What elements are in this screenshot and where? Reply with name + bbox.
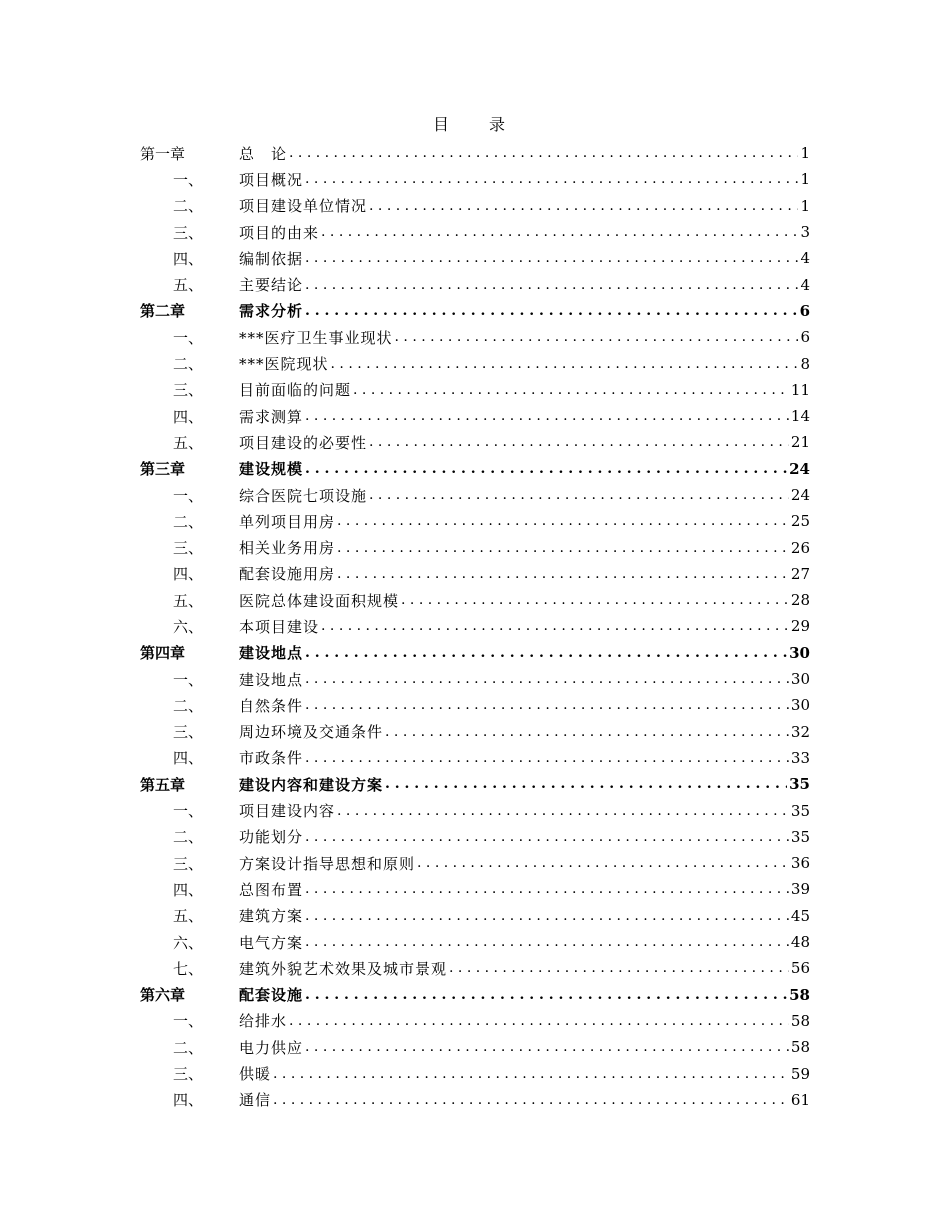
toc-entry-page-number: 30	[790, 670, 810, 689]
toc-entry-title: 建设地点	[239, 644, 304, 663]
toc-chapter-entry[interactable]	[140, 640, 810, 666]
toc-dot-leader	[273, 1066, 789, 1082]
toc-entry-number: 六、	[173, 617, 204, 636]
toc-section-entry[interactable]	[140, 850, 810, 876]
toc-dot-leader	[321, 618, 789, 634]
toc-entry-page-number: 61	[790, 1090, 810, 1109]
toc-section-entry[interactable]	[140, 403, 810, 429]
toc-dot-leader	[305, 250, 798, 266]
toc-dot-leader	[385, 776, 787, 792]
toc-entry-number: 二、	[173, 1038, 204, 1057]
toc-section-entry[interactable]	[140, 324, 810, 350]
toc-entry-number: 一、	[173, 802, 204, 821]
toc-entry-page-number: 6	[800, 328, 810, 347]
toc-section-entry[interactable]	[140, 745, 810, 771]
toc-entry-number: 三、	[173, 854, 204, 873]
toc-entry-page-number: 36	[790, 854, 810, 873]
toc-entry-page-number: 30	[790, 696, 810, 715]
toc-entry-number: 一、	[173, 1012, 204, 1031]
toc-entry-title: 配套设施	[239, 986, 304, 1005]
toc-entry-title: 项目概况	[239, 170, 304, 189]
toc-entry-number: 五、	[173, 591, 204, 610]
toc-entry-page-number: 39	[790, 880, 810, 899]
toc-dot-leader	[305, 171, 798, 187]
toc-entry-number: 五、	[173, 907, 204, 926]
toc-dot-leader	[369, 198, 798, 214]
toc-entry-page-number: 28	[790, 591, 810, 610]
toc-entry-title: ***医疗卫生事业现状	[239, 328, 393, 347]
toc-entry-page-number: 1	[800, 196, 810, 215]
toc-entry-title: 自然条件	[239, 696, 304, 715]
toc-section-entry[interactable]	[140, 1060, 810, 1086]
toc-entry-number: 四、	[173, 1091, 204, 1110]
toc-entry-title: 单列项目用房	[239, 512, 336, 531]
toc-chapter-entry[interactable]	[140, 982, 810, 1008]
toc-dot-leader	[305, 303, 798, 319]
toc-entry-page-number: 24	[790, 486, 810, 504]
toc-dot-leader	[401, 592, 789, 608]
toc-dot-leader	[321, 224, 798, 240]
toc-dot-leader	[449, 960, 789, 976]
toc-entry-page-number: 1	[800, 170, 810, 189]
toc-dot-leader	[305, 461, 787, 477]
toc-entry-number: 二、	[173, 512, 204, 531]
toc-chapter-entry[interactable]	[140, 771, 810, 797]
toc-section-entry[interactable]	[140, 482, 810, 508]
toc-entry-number: 第四章	[140, 644, 186, 663]
toc-chapter-entry[interactable]	[140, 298, 810, 324]
toc-entry-title: 编制依据	[239, 249, 304, 268]
toc-entry-number: 第六章	[140, 986, 186, 1005]
toc-entry-title: 建设内容和建设方案	[239, 775, 384, 794]
toc-entry-title: 市政条件	[239, 749, 304, 768]
toc-entry-page-number: 21	[790, 433, 810, 452]
toc-dot-leader	[331, 356, 799, 372]
toc-section-entry[interactable]	[140, 929, 810, 955]
toc-entry-page-number: 59	[790, 1064, 810, 1083]
toc-dot-leader	[305, 750, 789, 766]
toc-entry-title: 总图布置	[239, 880, 304, 899]
toc-entry-number: 三、	[173, 223, 204, 242]
toc-entry-page-number: 58	[790, 1038, 810, 1057]
toc-section-entry[interactable]	[140, 429, 810, 455]
toc-entry-number: 二、	[173, 696, 204, 715]
toc-section-entry[interactable]	[140, 534, 810, 560]
toc-section-entry[interactable]	[140, 719, 810, 745]
toc-entry-title: 项目建设的必要性	[239, 433, 368, 452]
toc-section-entry[interactable]	[140, 1034, 810, 1060]
toc-chapter-entry[interactable]	[140, 140, 810, 166]
toc-entry-page-number: 26	[790, 538, 810, 557]
toc-entry-page-number: 1	[800, 144, 810, 163]
toc-section-entry[interactable]	[140, 508, 810, 534]
toc-section-entry[interactable]	[140, 903, 810, 929]
toc-entry-title: 功能划分	[239, 828, 304, 847]
toc-entry-title: 项目的由来	[239, 223, 320, 242]
toc-section-entry[interactable]	[140, 692, 810, 718]
toc-entry-number: 三、	[173, 1065, 204, 1084]
toc-entry-page-number: 32	[790, 722, 810, 741]
toc-section-entry[interactable]	[140, 271, 810, 297]
toc-entry-title: 建设规模	[239, 460, 304, 479]
toc-dot-leader	[305, 671, 789, 687]
toc-section-entry[interactable]	[140, 561, 810, 587]
toc-dot-leader	[305, 408, 789, 424]
toc-entry-number: 二、	[173, 828, 204, 847]
toc-entry-number: 六、	[173, 933, 204, 952]
toc-entry-title: 主要结论	[239, 276, 304, 295]
toc-entry-page-number: 35	[790, 827, 810, 846]
toc-entry-page-number: 45	[790, 906, 810, 925]
toc-entry-number: 三、	[173, 723, 204, 742]
toc-entry-title: 总 论	[239, 144, 288, 163]
toc-entry-page-number: 35	[789, 775, 810, 794]
toc-entry-title: 需求测算	[239, 407, 304, 426]
toc-entry-number: 第三章	[140, 460, 186, 479]
toc-section-entry[interactable]	[140, 350, 810, 376]
toc-entry-page-number: 48	[790, 933, 810, 952]
toc-title: 目 录	[432, 115, 517, 134]
toc-entry-number: 七、	[173, 959, 204, 978]
toc-entry-page-number: 8	[800, 354, 810, 373]
toc-dot-leader	[305, 1039, 789, 1055]
toc-entry-page-number: 14	[790, 407, 810, 426]
toc-entry-title: 给排水	[239, 1012, 288, 1031]
toc-section-entry[interactable]	[140, 876, 810, 902]
toc-section-entry[interactable]	[140, 219, 810, 245]
toc-section-entry[interactable]	[140, 377, 810, 403]
toc-section-entry[interactable]	[140, 666, 810, 692]
toc-entry-number: 一、	[173, 486, 204, 505]
toc-entry-number: 第二章	[140, 302, 186, 321]
toc-entry-title: 建设地点	[239, 670, 304, 689]
table-of-contents	[140, 140, 810, 1113]
toc-dot-leader	[337, 513, 789, 529]
toc-dot-leader	[395, 329, 799, 345]
toc-entry-page-number: 30	[789, 643, 810, 662]
toc-dot-leader	[273, 1092, 789, 1108]
toc-entry-number: 五、	[173, 433, 204, 452]
toc-dot-leader	[369, 434, 789, 450]
toc-dot-leader	[337, 566, 789, 582]
toc-entry-title: 电力供应	[239, 1038, 304, 1057]
toc-dot-leader	[417, 855, 789, 871]
toc-entry-page-number: 3	[800, 223, 810, 242]
toc-section-entry[interactable]	[140, 245, 810, 271]
toc-entry-number: 一、	[173, 328, 204, 347]
toc-dot-leader	[289, 1013, 789, 1029]
toc-dot-leader	[385, 724, 789, 740]
toc-entry-title: 本项目建设	[239, 617, 320, 636]
toc-entry-page-number: 4	[800, 275, 810, 294]
toc-entry-page-number: 35	[790, 801, 810, 820]
toc-dot-leader	[305, 277, 798, 293]
toc-dot-leader	[337, 803, 789, 819]
toc-entry-title: 目前面临的问题	[239, 381, 352, 400]
toc-entry-title: 需求分析	[239, 302, 304, 321]
toc-entry-number: 二、	[173, 197, 204, 216]
toc-entry-title: 周边环境及交通条件	[239, 723, 384, 742]
toc-section-entry[interactable]	[140, 1087, 810, 1113]
toc-section-entry[interactable]	[140, 1008, 810, 1034]
toc-entry-number: 三、	[173, 381, 204, 400]
toc-section-entry[interactable]	[140, 955, 810, 981]
toc-dot-leader	[369, 487, 789, 503]
toc-entry-page-number: 24	[789, 459, 810, 478]
toc-entry-title: 供暖	[239, 1065, 272, 1084]
toc-entry-title: 建筑方案	[239, 907, 304, 926]
toc-entry-page-number: 6	[799, 301, 810, 320]
toc-entry-number: 第五章	[140, 775, 186, 794]
toc-section-entry[interactable]	[140, 797, 810, 823]
toc-entry-title: 相关业务用房	[239, 539, 336, 558]
toc-entry-page-number: 58	[789, 985, 810, 1004]
toc-entry-number: 四、	[173, 249, 204, 268]
toc-entry-page-number: 25	[790, 512, 810, 531]
toc-entry-page-number: 58	[790, 1011, 810, 1030]
toc-entry-number: 一、	[173, 170, 204, 189]
toc-dot-leader	[305, 881, 789, 897]
toc-entry-page-number: 56	[790, 959, 810, 978]
toc-entry-number: 一、	[173, 670, 204, 689]
toc-entry-title: 综合医院七项设施	[239, 486, 368, 505]
toc-entry-title: ***医院现状	[239, 355, 329, 374]
toc-dot-leader	[305, 908, 789, 924]
toc-entry-number: 四、	[173, 880, 204, 899]
toc-dot-leader	[305, 829, 789, 845]
toc-section-entry[interactable]	[140, 613, 810, 639]
toc-entry-page-number: 29	[790, 617, 810, 636]
toc-entry-number: 四、	[173, 565, 204, 584]
toc-chapter-entry[interactable]	[140, 456, 810, 482]
toc-dot-leader	[337, 540, 789, 556]
toc-section-entry[interactable]	[140, 587, 810, 613]
toc-entry-number: 第一章	[140, 144, 186, 163]
toc-entry-page-number: 11	[790, 380, 810, 399]
toc-dot-leader	[289, 145, 798, 161]
toc-entry-number: 四、	[173, 407, 204, 426]
toc-section-entry[interactable]	[140, 166, 810, 192]
toc-entry-title: 配套设施用房	[239, 565, 336, 584]
toc-section-entry[interactable]	[140, 193, 810, 219]
toc-entry-number: 三、	[173, 539, 204, 558]
toc-dot-leader	[305, 645, 787, 661]
toc-entry-title: 医院总体建设面积规模	[239, 591, 400, 610]
toc-entry-number: 四、	[173, 749, 204, 768]
toc-dot-leader	[353, 382, 789, 398]
toc-entry-title: 通信	[239, 1091, 272, 1110]
toc-entry-title: 方案设计指导思想和原则	[239, 854, 416, 873]
toc-entry-title: 项目建设单位情况	[239, 197, 368, 216]
toc-entry-title: 建筑外貌艺术效果及城市景观	[239, 959, 448, 978]
toc-entry-title: 电气方案	[239, 933, 304, 952]
toc-section-entry[interactable]	[140, 824, 810, 850]
toc-dot-leader	[305, 934, 789, 950]
toc-dot-leader	[305, 697, 789, 713]
toc-entry-page-number: 4	[800, 249, 810, 268]
toc-entry-page-number: 33	[790, 748, 810, 767]
toc-entry-title: 项目建设内容	[239, 802, 336, 821]
toc-entry-page-number: 27	[790, 564, 810, 583]
toc-dot-leader	[305, 987, 787, 1003]
toc-entry-number: 二、	[173, 355, 204, 374]
toc-entry-number: 五、	[173, 276, 204, 295]
